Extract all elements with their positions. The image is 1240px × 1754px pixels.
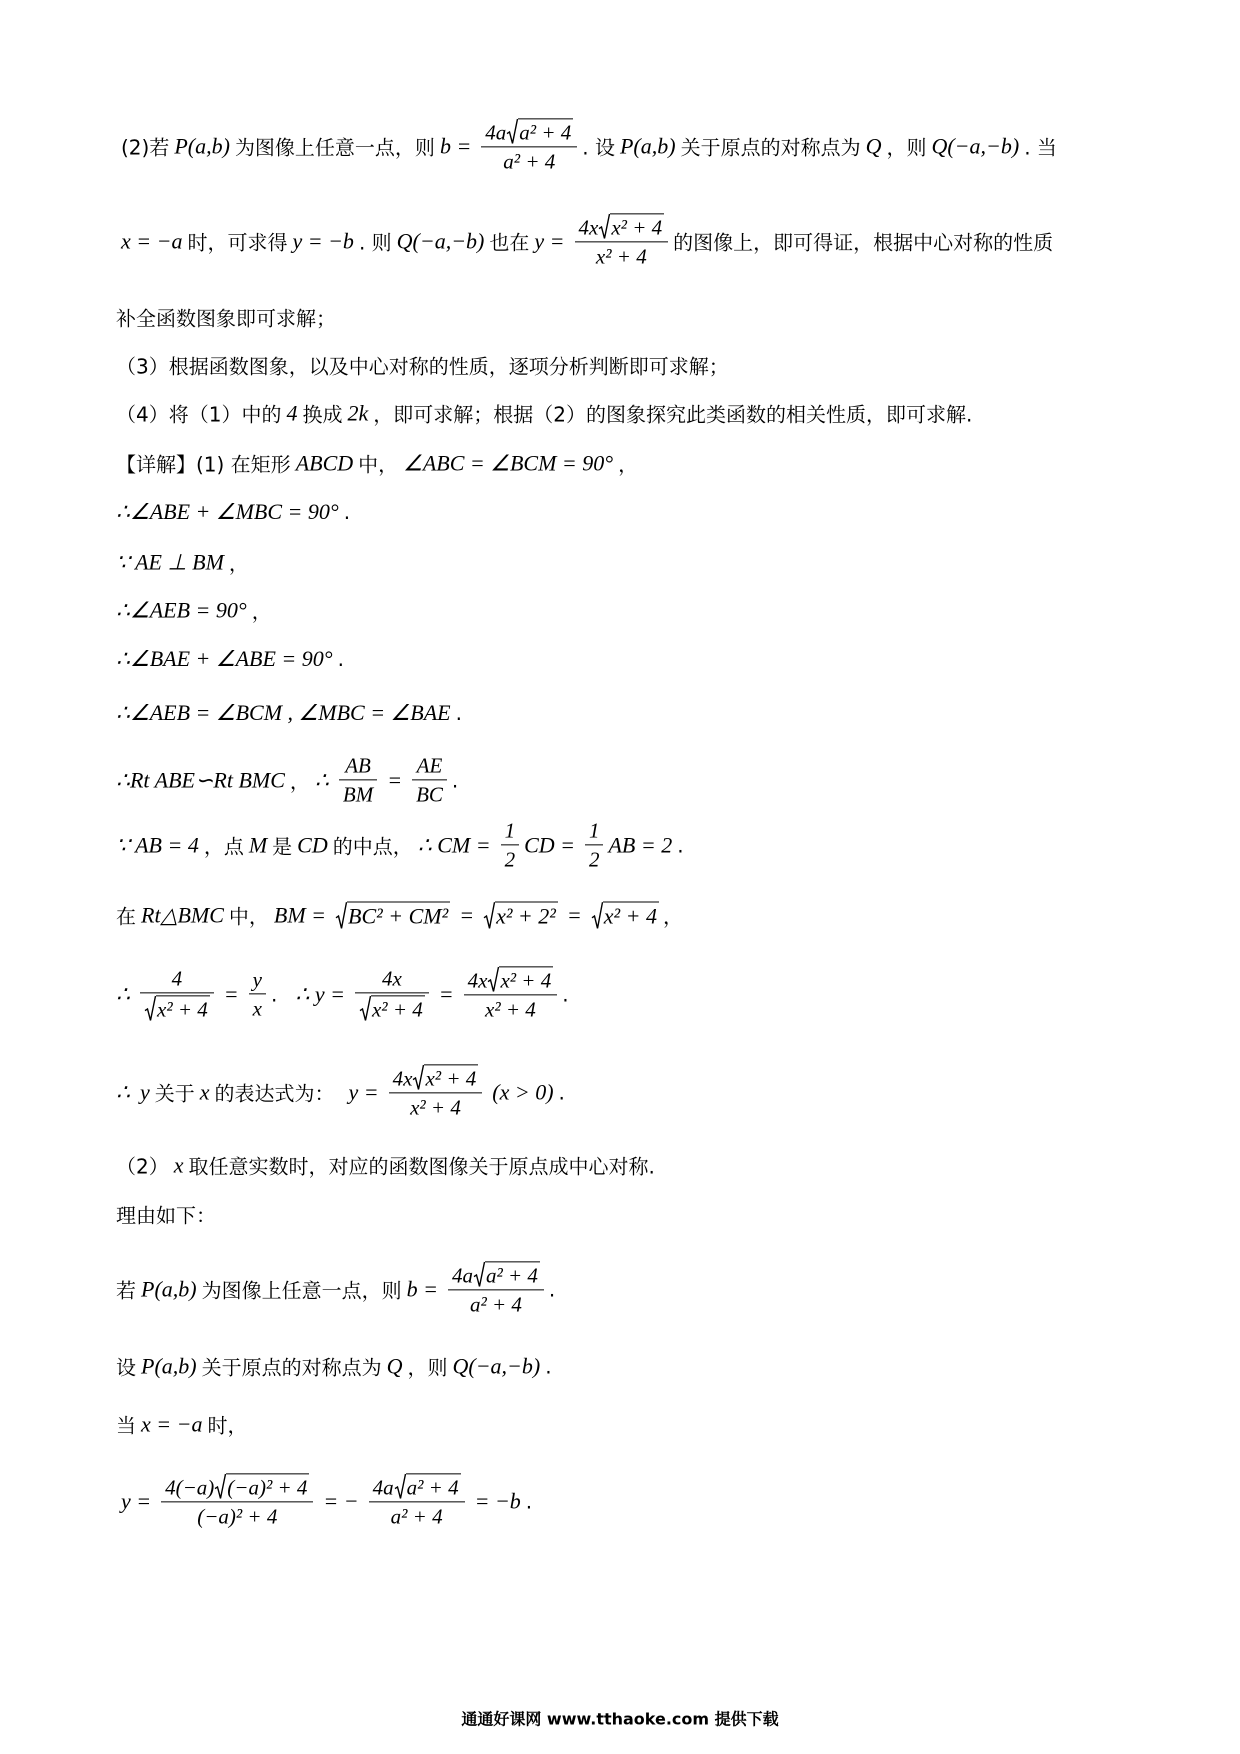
square-root [598, 213, 664, 239]
math-expression: Q(−a,−b) [931, 133, 1020, 158]
fraction [389, 1064, 483, 1119]
radicand: BC² + CM² [348, 903, 449, 928]
radical-sign [214, 1473, 226, 1499]
text-run: ， [662, 904, 683, 929]
text-run: 中， [228, 904, 269, 929]
radical-sign [483, 901, 495, 929]
text-run: (2)若 [121, 135, 170, 160]
fraction [355, 966, 429, 1021]
radicand: x² + 4 [611, 215, 663, 240]
solution-line [116, 1352, 552, 1381]
fraction-numerator [448, 1261, 544, 1290]
text-run: ， [289, 769, 310, 794]
math-expression: BM = [273, 902, 327, 927]
text-run: 关于 [154, 1081, 195, 1106]
coefficient: 4x [467, 968, 488, 993]
radicand: x² + 4 [500, 968, 552, 993]
solution-line [116, 351, 729, 380]
solution-line [116, 548, 249, 577]
solution-line [116, 646, 344, 672]
text-run: . [451, 768, 459, 792]
radicand: (−a)² + 4 [227, 1475, 308, 1500]
fraction-numerator: 1 [585, 818, 604, 845]
text-run: . [562, 982, 569, 1006]
text-run: ，点 [203, 834, 244, 859]
square-root [591, 901, 659, 929]
fraction [481, 118, 577, 173]
fraction-denominator [355, 994, 429, 1022]
fraction-denominator: a² + 4 [503, 149, 556, 174]
page-footer: 通通好课网 www.tthaoke.com 提供下载 [461, 1709, 779, 1729]
coefficient: 4a [451, 1263, 473, 1288]
text-run: 当 [116, 1413, 136, 1438]
math-expression: b = [406, 1276, 438, 1301]
square-root [483, 901, 558, 929]
text-run: 设 [116, 1355, 136, 1380]
square-root [335, 901, 450, 929]
text-run: . [337, 647, 344, 671]
therefore-symbol: ∴ [116, 981, 130, 1006]
fraction [339, 753, 377, 806]
square-root [214, 1473, 309, 1499]
coefficient: 4a [372, 1475, 394, 1500]
fraction [585, 818, 604, 871]
math-expression: M [248, 832, 268, 857]
text-run: ，即可求解；根据（2）的图象探究此类函数的相关性质，即可求解. [373, 402, 973, 427]
coefficient: 4x [578, 215, 599, 240]
equals-sign: = [566, 902, 582, 927]
square-root [487, 966, 553, 992]
fraction-numerator: 4 [140, 966, 214, 993]
text-run: （3）根据函数图象，以及中心对称的性质，逐项分析判断即可求解； [116, 354, 729, 379]
fraction-numerator: AE [412, 753, 447, 780]
square-root [144, 996, 210, 1022]
text-run: ， [618, 452, 639, 477]
square-root [359, 996, 425, 1022]
math-expression: ∵ AE ⊥ BM [116, 549, 224, 574]
fraction [575, 213, 669, 268]
radical-sign [506, 118, 518, 144]
radical-sign [144, 996, 156, 1022]
equals-sign: = [387, 767, 403, 792]
text-run: 时，可求得 [187, 230, 288, 255]
fraction-denominator: a² + 4 [390, 1504, 443, 1529]
fraction-denominator: a² + 4 [469, 1292, 522, 1317]
text-run: . [548, 1277, 556, 1301]
fraction-numerator [464, 966, 558, 995]
fraction-denominator: (−a)² + 4 [197, 1504, 278, 1529]
fraction [369, 1473, 465, 1528]
math-expression: Rt△BMC [141, 902, 224, 927]
text-run: （2） [116, 1154, 169, 1179]
text-run: 关于原点的对称点为 [201, 1355, 382, 1380]
text-run: 中， [358, 452, 399, 477]
radicand: x² + 4 [425, 1066, 477, 1091]
fraction [249, 967, 266, 1020]
solution-line [116, 1410, 247, 1439]
solution-line [116, 966, 569, 1021]
text-run: 若 [116, 1278, 136, 1303]
text-run: 关于原点的对称点为 [680, 135, 861, 160]
math-expression: ∠ABC = ∠BCM = 90° [403, 450, 614, 475]
fraction-numerator [575, 213, 669, 242]
solution-line [116, 303, 336, 332]
text-run: 为图像上任意一点，则 [234, 135, 435, 160]
radicand: a² + 4 [519, 120, 572, 145]
math-expression: y [140, 1079, 150, 1104]
solution-line [116, 1064, 565, 1119]
math-expression: x [199, 1079, 210, 1104]
math-expression: Q [386, 1353, 403, 1378]
math-expression: ∴Rt ABE∽Rt BMC [116, 767, 285, 792]
math-expression: Q(−a,−b) [452, 1353, 541, 1378]
equals-sign: = [438, 981, 454, 1006]
therefore-symbol: ∴ [116, 1079, 130, 1104]
solution-line [116, 700, 462, 726]
math-expression: y = [348, 1079, 379, 1104]
math-expression: y = −b [292, 228, 354, 253]
solution-line [116, 1261, 555, 1316]
math-expression: x [173, 1152, 184, 1177]
text-run: ，则 [886, 135, 927, 160]
text-run: 的中点， [332, 834, 413, 859]
text-run: . [343, 500, 351, 524]
text-run: 的表达式为： [214, 1081, 335, 1106]
text-run: . 当 [1024, 135, 1057, 160]
solution-line [116, 1151, 655, 1180]
text-run: . [677, 833, 684, 857]
math-expression: 2k [347, 400, 369, 425]
text-run: 为图像上任意一点，则 [201, 1278, 402, 1303]
solution-line [116, 901, 683, 930]
fraction-denominator: 2 [588, 847, 600, 872]
square-root [394, 1473, 461, 1499]
equals-sign: = [459, 902, 475, 927]
section-heading: 【详解】(1) 在矩形 [116, 452, 291, 477]
math-expression: b = [439, 133, 472, 158]
math-expression: ∴∠AEB = 90° [116, 597, 247, 622]
fraction-denominator: 2 [504, 847, 516, 872]
radical-sign [598, 213, 610, 239]
fraction [464, 966, 558, 1021]
math-expression: y = [534, 228, 565, 253]
math-expression: ∴ CM = [417, 832, 491, 857]
fraction-numerator [389, 1064, 483, 1093]
radical-sign [412, 1064, 424, 1090]
therefore-symbol: ∴ [314, 767, 329, 792]
text-run: . 设 [582, 135, 615, 160]
solution-line [116, 818, 684, 871]
text-run: ， [228, 551, 249, 576]
solution-line [121, 1473, 532, 1528]
math-expression: ∴∠ABE + ∠MBC = 90° [116, 499, 339, 524]
fraction [140, 966, 214, 1021]
equals-sign: = [223, 981, 239, 1006]
text-run: 换成 [302, 402, 343, 427]
square-root [506, 118, 573, 144]
text-run: 取任意实数时，对应的函数图像关于原点成中心对称. [188, 1154, 655, 1179]
math-expression: CD [297, 832, 328, 857]
math-expression: P(a,b) [141, 1353, 197, 1378]
text-run: . [270, 982, 278, 1006]
text-run: 时， [207, 1413, 248, 1438]
radical-sign [335, 901, 347, 929]
fraction-denominator: x² + 4 [410, 1095, 461, 1120]
fraction-numerator [369, 1473, 465, 1502]
solution-line [116, 449, 638, 478]
square-root [412, 1064, 478, 1090]
text-run: . [455, 701, 462, 725]
fraction-denominator [140, 994, 214, 1022]
text-run: 补全函数图象即可求解； [116, 306, 336, 331]
fraction-numerator: y [249, 967, 266, 994]
fraction-denominator: BM [342, 782, 374, 807]
fraction-denominator: x² + 4 [595, 244, 647, 269]
fraction-denominator: x² + 4 [485, 997, 536, 1022]
solution-line [116, 399, 972, 428]
text-run: . [558, 1080, 565, 1104]
text-run: （4）将（1）中的 [116, 402, 282, 427]
math-expression: = −b [474, 1488, 521, 1513]
fraction [161, 1473, 313, 1528]
math-expression: = − [323, 1488, 359, 1513]
math-expression: P(a,b) [141, 1276, 197, 1301]
text-run: . [525, 1489, 533, 1513]
math-expression: ∴∠BAE + ∠ABE = 90° [116, 646, 333, 671]
text-run: ，则 [407, 1355, 448, 1380]
solution-line [116, 1200, 216, 1229]
text-run: 理由如下： [116, 1203, 216, 1228]
coefficient: 4a [485, 120, 507, 145]
math-expression: ∵ AB = 4 [116, 832, 199, 857]
text-run: . 则 [358, 230, 392, 255]
text-run: 是 [272, 834, 293, 859]
text-run: 也在 [489, 230, 530, 255]
math-expression: 4 [286, 400, 298, 425]
math-expression: ABCD [295, 450, 354, 475]
radicand: a² + 4 [485, 1263, 538, 1288]
text-run: 在 [116, 904, 136, 929]
math-expression: CD = [524, 832, 575, 857]
solution-line [116, 596, 272, 625]
math-expression: AB = 2 [608, 832, 673, 857]
square-root [473, 1261, 540, 1287]
math-expression: y = [121, 1488, 152, 1513]
text-run: 的图像上，即可得证，根据中心对称的性质 [673, 230, 1054, 255]
text-run: ， [251, 599, 272, 624]
fraction-numerator: 4x [355, 966, 429, 993]
coefficient: 4(−a) [165, 1475, 215, 1500]
coefficient: 4x [392, 1066, 413, 1091]
radicand: x² + 4 [157, 997, 208, 1022]
math-expression: ∴∠AEB = ∠BCM , ∠MBC = ∠BAE [116, 700, 451, 725]
radicand: x² + 4 [603, 903, 657, 928]
fraction-numerator: AB [339, 753, 377, 780]
radical-sign [591, 901, 603, 929]
domain-condition: (x > 0) [492, 1079, 554, 1104]
math-expression: Q(−a,−b) [396, 228, 485, 253]
fraction-denominator: x [252, 996, 262, 1021]
radical-sign [487, 966, 499, 992]
math-expression: P(a,b) [619, 133, 676, 158]
radical-sign [394, 1473, 406, 1499]
math-expression: x = −a [141, 1411, 203, 1436]
fraction [412, 753, 447, 806]
fraction [448, 1261, 544, 1316]
math-expression: ∴ y = [295, 981, 345, 1006]
fraction [501, 818, 520, 871]
solution-line [116, 753, 458, 806]
radicand: x² + 4 [371, 997, 423, 1022]
fraction-numerator [161, 1473, 313, 1502]
fraction-numerator: 1 [501, 818, 520, 845]
solution-line [116, 213, 1053, 268]
math-expression: x = −a [121, 228, 183, 253]
fraction-denominator: BC [416, 782, 443, 807]
text-run: . [545, 1354, 552, 1378]
solution-line [116, 499, 350, 525]
radicand: a² + 4 [406, 1475, 459, 1500]
fraction-numerator [481, 118, 577, 147]
math-expression: P(a,b) [174, 133, 230, 158]
math-expression: Q [865, 133, 882, 158]
radical-sign [473, 1261, 485, 1287]
solution-line [121, 118, 1057, 173]
radicand: x² + 2² [496, 903, 556, 928]
radical-sign [359, 996, 371, 1022]
